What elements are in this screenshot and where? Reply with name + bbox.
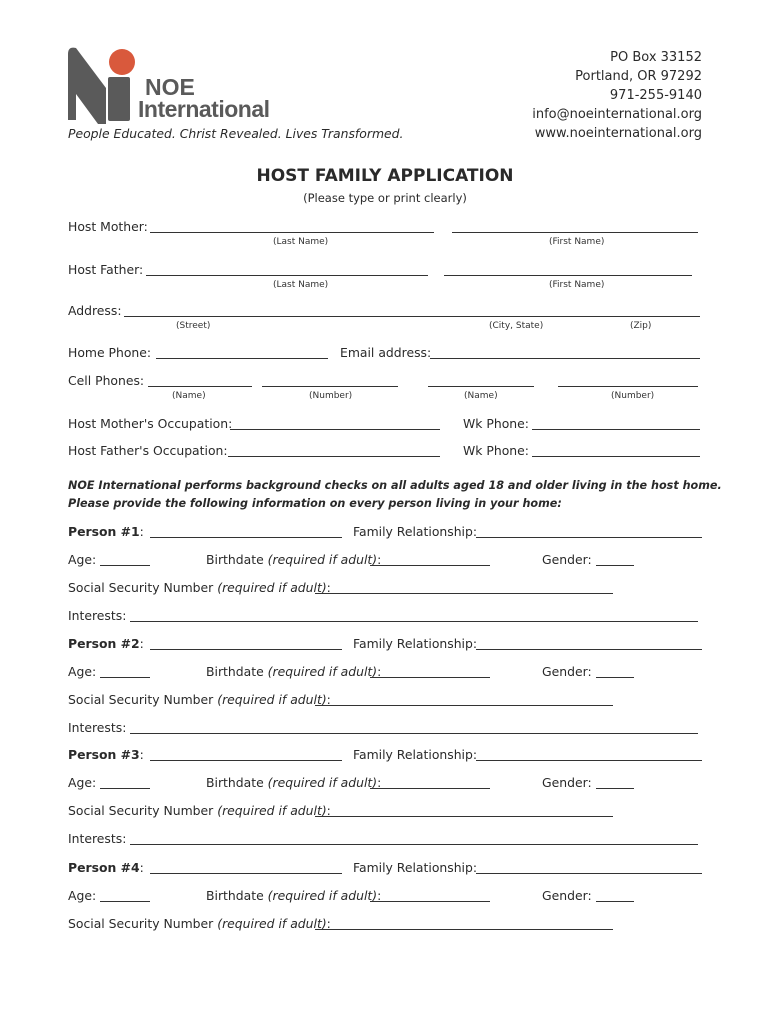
page-title: HOST FAMILY APPLICATION: [256, 166, 514, 186]
contact-po-box: PO Box 33152: [610, 50, 702, 65]
person-4-label: Person #4:: [68, 860, 144, 875]
person-4-relationship-label: Family Relationship:: [353, 860, 478, 875]
host-father-last-line[interactable]: [146, 275, 428, 276]
ssn-text: Social Security Number: [68, 803, 214, 818]
person-4-gender-line[interactable]: [596, 901, 634, 902]
email-label: Email address:: [340, 345, 432, 360]
birthdate-text: Birthdate: [206, 775, 264, 790]
person-3-gender-label: Gender:: [542, 775, 592, 790]
person-4-birthdate-line[interactable]: [370, 901, 490, 902]
person-3-age-line[interactable]: [100, 788, 150, 789]
logo-text-top: NOE: [145, 74, 195, 100]
contact-email[interactable]: info@noeinternational.org: [532, 107, 702, 122]
tagline: People Educated. Christ Revealed. Lives Transformed.: [68, 126, 404, 141]
person-2-age-line[interactable]: [100, 677, 150, 678]
person-4-gender-label: Gender:: [542, 888, 592, 903]
host-father-label: Host Father:: [68, 262, 144, 277]
person-1-age-line[interactable]: [100, 565, 150, 566]
ssn-text: Social Security Number: [68, 916, 214, 931]
person-1-ssn-label: Social Security Number (required if adult):: [68, 580, 331, 595]
street-caption: (Street): [176, 321, 211, 331]
contact-block: [532, 48, 702, 143]
person-2-interests-line[interactable]: [130, 733, 698, 734]
required-note: (required if adult): [217, 803, 327, 818]
person-4-ssn-line[interactable]: [315, 929, 613, 930]
father-wk-phone-line[interactable]: [532, 456, 700, 457]
person-1-birthdate-line[interactable]: [370, 565, 490, 566]
person-3-age-label: Age:: [68, 775, 97, 790]
person-1-birthdate-label: Birthdate (required if adult):: [206, 552, 382, 567]
required-note: (required if adult): [267, 775, 378, 790]
host-father-first-caption: (First Name): [549, 280, 605, 290]
father-wk-phone-label: Wk Phone:: [463, 443, 529, 458]
person-3-name: Person #3: [68, 747, 140, 762]
person-3-label: Person #3:: [68, 747, 144, 762]
person-2-interests-label: Interests:: [68, 720, 127, 735]
person-1-age-label: Age:: [68, 552, 97, 567]
birthdate-text: Birthdate: [206, 664, 264, 679]
home-phone-line[interactable]: [156, 358, 328, 359]
host-mother-first-caption: (First Name): [549, 237, 605, 247]
cell-name-1-caption: (Name): [172, 391, 206, 401]
required-note: (required if adult): [217, 580, 327, 595]
required-note: (required if adult): [267, 552, 378, 567]
person-3-birthdate-label: Birthdate (required if adult):: [206, 775, 382, 790]
person-3-relationship-line[interactable]: [476, 760, 702, 761]
person-2-gender-label: Gender:: [542, 664, 592, 679]
person-3-interests-line[interactable]: [130, 844, 698, 845]
person-2-name: Person #2: [68, 636, 140, 651]
person-1-relationship-line[interactable]: [476, 537, 702, 538]
home-phone-label: Home Phone:: [68, 345, 152, 360]
cell-number-2-caption: (Number): [611, 391, 655, 401]
person-1-name-line[interactable]: [150, 537, 342, 538]
logo-text-bottom: International: [138, 96, 270, 122]
cell-name-2-line[interactable]: [428, 386, 534, 387]
address-label: Address:: [68, 303, 122, 318]
person-4-name-line[interactable]: [150, 873, 342, 874]
cell-name-1-line[interactable]: [148, 386, 252, 387]
birthdate-text: Birthdate: [206, 888, 264, 903]
person-2-birthdate-line[interactable]: [370, 677, 490, 678]
person-2-label: Person #2:: [68, 636, 144, 651]
person-4-name: Person #4: [68, 860, 140, 875]
ssn-text: Social Security Number: [68, 580, 214, 595]
host-mother-last-caption: (Last Name): [273, 237, 329, 247]
mother-wk-phone-line[interactable]: [532, 429, 700, 430]
required-note: (required if adult): [267, 888, 378, 903]
person-1-gender-label: Gender:: [542, 552, 592, 567]
mother-wk-phone-label: Wk Phone:: [463, 416, 529, 431]
contact-city: Portland, OR 97292: [575, 69, 702, 84]
logo: [66, 44, 270, 124]
person-3-ssn-line[interactable]: [315, 816, 613, 817]
cell-phones-label: Cell Phones:: [68, 373, 145, 388]
person-1-interests-label: Interests:: [68, 608, 127, 623]
notice-line-2: Please provide the following information on every person living in your home:: [68, 497, 562, 510]
person-2-ssn-label: Social Security Number (required if adult):: [68, 692, 331, 707]
page-subtitle: (Please type or print clearly): [303, 191, 467, 205]
person-1-ssn-line[interactable]: [315, 593, 613, 594]
person-2-gender-line[interactable]: [596, 677, 634, 678]
person-4-birthdate-label: Birthdate (required if adult):: [206, 888, 382, 903]
person-2-age-label: Age:: [68, 664, 97, 679]
person-1-name: Person #1: [68, 524, 140, 539]
person-4-age-label: Age:: [68, 888, 97, 903]
cell-number-2-line[interactable]: [558, 386, 698, 387]
mother-occupation-line[interactable]: [230, 429, 440, 430]
person-3-name-line[interactable]: [150, 760, 342, 761]
birthdate-text: Birthdate: [206, 552, 264, 567]
host-father-first-line[interactable]: [444, 275, 692, 276]
person-1-interests-line[interactable]: [130, 621, 698, 622]
person-3-ssn-label: Social Security Number (required if adult):: [68, 803, 331, 818]
person-1-relationship-label: Family Relationship:: [353, 524, 478, 539]
person-2-relationship-line[interactable]: [476, 649, 702, 650]
person-3-birthdate-line[interactable]: [370, 788, 490, 789]
zip-caption: (Zip): [630, 321, 652, 331]
person-3-interests-label: Interests:: [68, 831, 127, 846]
cell-number-1-caption: (Number): [309, 391, 353, 401]
host-mother-last-line[interactable]: [150, 232, 434, 233]
host-mother-first-line[interactable]: [452, 232, 698, 233]
person-1-gender-line[interactable]: [596, 565, 634, 566]
email-line[interactable]: [430, 358, 700, 359]
father-occupation-label: Host Father's Occupation:: [68, 443, 228, 458]
person-2-ssn-line[interactable]: [315, 705, 613, 706]
required-note: (required if adult): [267, 664, 378, 679]
person-4-relationship-line[interactable]: [476, 873, 702, 874]
ssn-text: Social Security Number: [68, 692, 214, 707]
person-2-relationship-label: Family Relationship:: [353, 636, 478, 651]
person-4-age-line[interactable]: [100, 901, 150, 902]
person-3-relationship-label: Family Relationship:: [353, 747, 478, 762]
address-line[interactable]: [124, 316, 700, 317]
required-note: (required if adult): [217, 916, 327, 931]
host-father-last-caption: (Last Name): [273, 280, 329, 290]
cell-number-1-line[interactable]: [262, 386, 398, 387]
notice-line-1: NOE International performs background checks on all adults aged 18 and older living in the host home.: [68, 479, 722, 492]
cell-name-2-caption: (Name): [464, 391, 498, 401]
city-state-caption: (City, State): [489, 321, 544, 331]
mother-occupation-label: Host Mother's Occupation:: [68, 416, 233, 431]
host-mother-label: Host Mother:: [68, 219, 148, 234]
person-2-birthdate-label: Birthdate (required if adult):: [206, 664, 382, 679]
contact-phone: 971-255-9140: [609, 88, 702, 103]
contact-website[interactable]: www.noeinternational.org: [534, 126, 702, 141]
required-note: (required if adult): [217, 692, 327, 707]
person-2-name-line[interactable]: [150, 649, 342, 650]
logo-mark-icon: [66, 44, 146, 124]
person-3-gender-line[interactable]: [596, 788, 634, 789]
father-occupation-line[interactable]: [228, 456, 440, 457]
person-4-ssn-label: Social Security Number (required if adult):: [68, 916, 331, 931]
person-1-label: Person #1:: [68, 524, 144, 539]
